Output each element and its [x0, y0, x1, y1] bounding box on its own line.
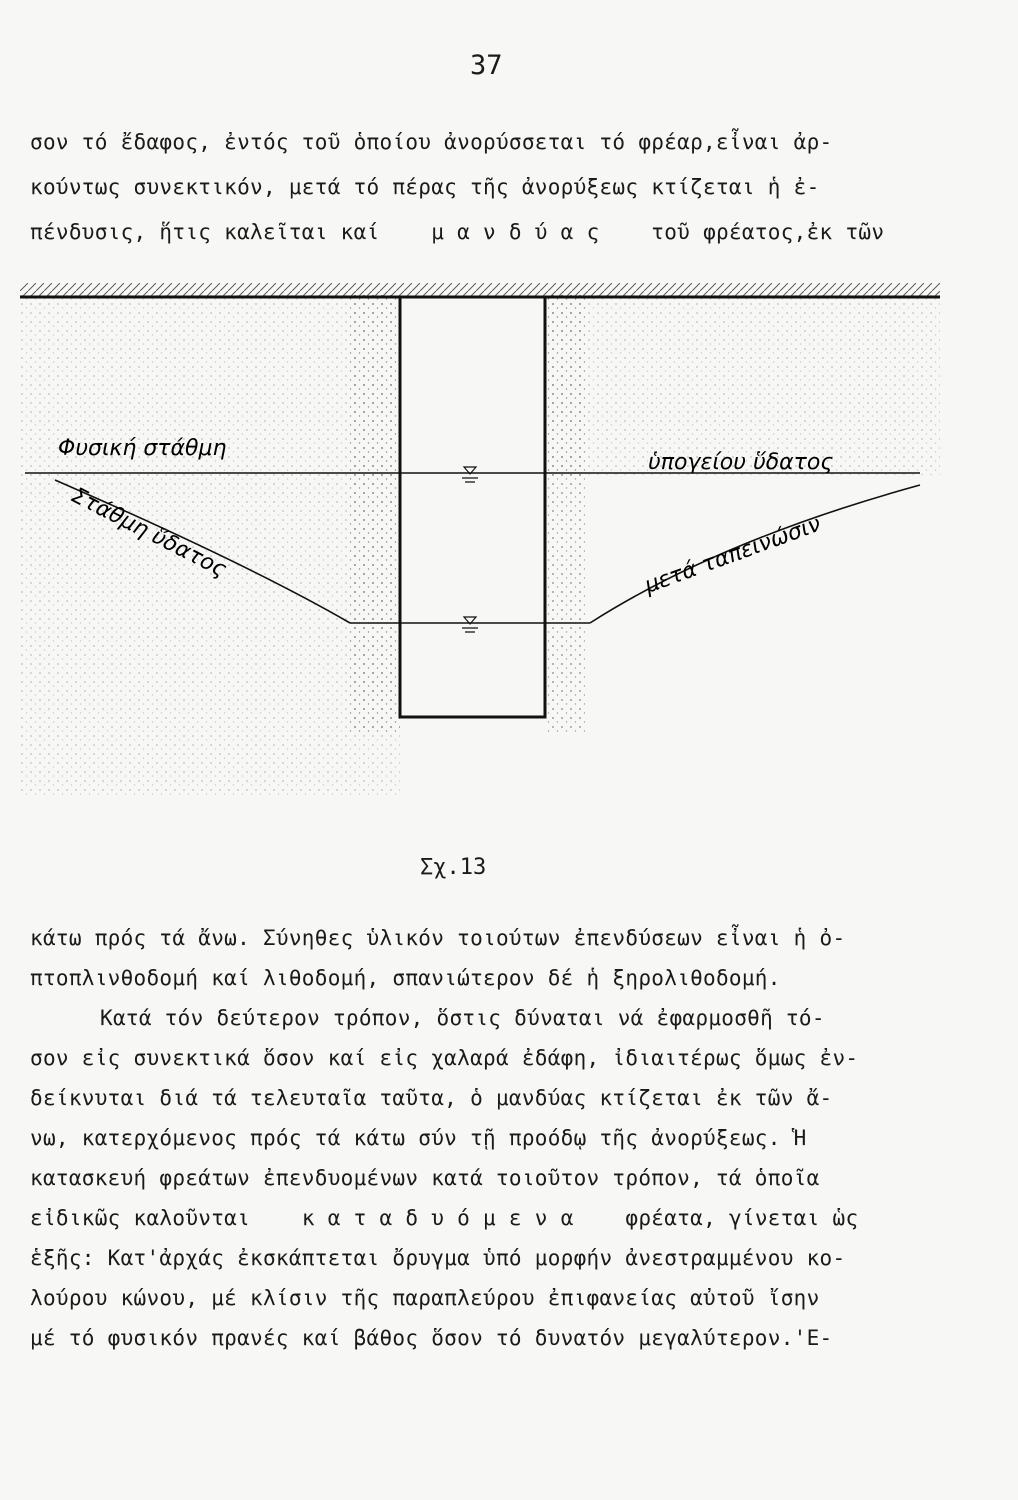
soil-near-shaft-right [545, 295, 585, 735]
soil-near-shaft-left [350, 295, 400, 735]
text-segment: φρέατα, γίνεται ὡς [625, 1206, 859, 1230]
well-shaft [400, 297, 545, 717]
well-diagram [20, 275, 940, 835]
ground-hatch [20, 283, 940, 297]
paragraph-bottom [30, 918, 985, 1358]
text-line: πτοπλινθοδομή καί λιθοδομή, σπανιώτερον δέ ἡ ξηρολιθοδομή. [30, 966, 781, 990]
spaced-term: κ α τ α δ υ ό μ ε ν α [301, 1206, 574, 1230]
text-line: Κατά τόν δεύτερον τρόπον, ὅστις δύναται νά ἐφαρμοσθῆ τό- [100, 1006, 825, 1030]
label-natural-level-2: ὑπογείου ὕδατος [648, 450, 834, 475]
text-line: κάτω πρός τά ἄνω. Σύνηθες ὑλικόν τοιούτων ἐπενδύσεων εἶναι ἡ ὀ- [30, 926, 846, 950]
label-lowered-2: μετά ταπεινώσιν [641, 511, 825, 599]
text-line: νω, κατερχόμενος πρός τά κάτω σύν τῇ προόδῳ τῆς ἀνορύξεως. Ἡ [30, 1126, 807, 1150]
text-line: μέ τό φυσικόν πρανές καί βάθος ὅσον τό δυνατόν μεγαλύτερον.'Ε- [30, 1326, 833, 1350]
page-number: 37 [470, 50, 503, 81]
text-line: κούντως συνεκτικόν, μετά τό πέρας τῆς ἀνορύξεως κτίζεται ἡ ἐ- [30, 175, 820, 199]
text-line: σον εἰς συνεκτικά ὅσον καί εἰς χαλαρά ἐδάφη, ἰδιαιτέρως ὅμως ἐν- [30, 1046, 859, 1070]
text-line: ἑξῆς: Κατ'ἀρχάς ἐκσκάπτεται ὄρυγμα ὑπό μορφήν ἀνεστραμμένου κο- [30, 1246, 846, 1270]
text-segment: τοῦ φρέατος,ἐκ τῶν [651, 220, 885, 244]
label-natural-level-1: Φυσική στάθμη [58, 436, 227, 461]
text-line [30, 210, 985, 255]
figure-caption: Σχ.13 [420, 855, 487, 880]
text-segment: πένδυσις, ἥτις καλεῖται καί [30, 220, 380, 244]
well-diagram-svg [20, 275, 940, 835]
soil-right [545, 295, 940, 475]
text-line: δείκνυται διά τά τελευταῖα ταῦτα, ὁ μανδύας κτίζεται ἐκ τῶν ἄ- [30, 1086, 833, 1110]
soil-left [20, 295, 400, 795]
text-segment: εἰδικῶς καλοῦνται [30, 1206, 251, 1230]
spaced-term: μ α ν δ ύ α ς [431, 220, 600, 244]
text-line: κατασκευή φρεάτων ἐπενδυομένων κατά τοιοῦτον τρόπον, τά ὁποῖα [30, 1166, 820, 1190]
text-line: σον τό ἔδαφος, ἐντός τοῦ ὁποίου ἀνορύσσεται τό φρέαρ,εἶναι ἀρ- [30, 130, 833, 154]
text-line [30, 1198, 985, 1238]
paragraph-top [30, 120, 985, 255]
text-line: λούρου κώνου, μέ κλίσιν τῆς παραπλεύρου ἐπιφανείας αὐτοῦ ἴσην [30, 1286, 820, 1310]
label-lowered-1: Στάθμη ὕδατος [67, 483, 231, 583]
